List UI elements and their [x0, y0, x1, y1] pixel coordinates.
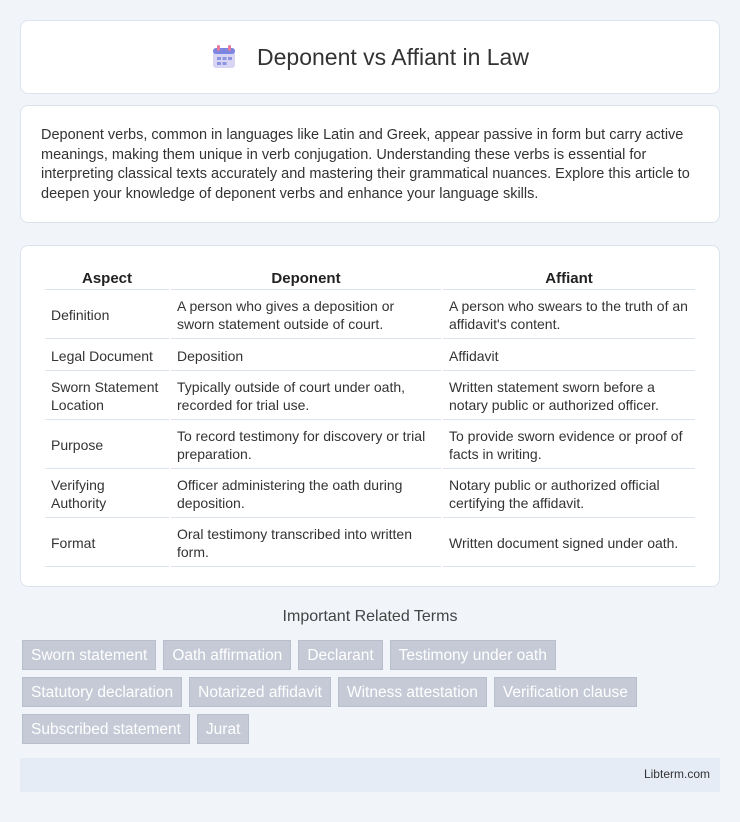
table-cell: A person who gives a deposition or sworn statement outside of court.: [171, 292, 441, 339]
page-title: Deponent vs Affiant in Law: [257, 43, 529, 70]
table-cell: A person who swears to the truth of an affidavit's content.: [443, 292, 695, 339]
footer-site-link[interactable]: Libterm.com: [643, 767, 710, 781]
table-cell: Legal Document: [45, 341, 169, 371]
table-row: [45, 471, 695, 518]
table-cell: Officer administering the oath during deposition.: [171, 471, 441, 518]
table-row: [45, 341, 695, 371]
related-term-tag[interactable]: Declarant: [298, 640, 382, 670]
title-wrap: [211, 44, 529, 71]
column-header: Aspect: [45, 268, 169, 290]
related-term-tag[interactable]: Jurat: [197, 714, 249, 744]
calendar-icon: [211, 44, 237, 70]
table-row: [45, 373, 695, 420]
related-terms-title: Important Related Terms: [282, 608, 458, 625]
footer: [20, 758, 720, 792]
table-cell: Affidavit: [443, 341, 695, 371]
intro-card: [20, 105, 720, 223]
table-cell: Written document signed under oath.: [443, 520, 695, 567]
table-header-row: [45, 268, 695, 290]
related-term-tag[interactable]: Notarized affidavit: [189, 677, 331, 707]
table-cell: Verifying Authority: [45, 471, 169, 518]
intro-text: Deponent verbs, common in languages like Latin and Greek, appear passive in form but carry active meanings, making them unique in verb conjugation. Understanding these verbs is essential for interpreting classical texts accurately and mastering their grammatical nuances. Explore this article to deepen your knowledge of deponent verbs and enhance your language skills.: [41, 127, 690, 202]
related-term-tag[interactable]: Witness attestation: [338, 677, 487, 707]
column-header: Deponent: [171, 268, 441, 290]
table-cell: Sworn Statement Location: [45, 373, 169, 420]
table-cell: Format: [45, 520, 169, 567]
table-cell: Written statement sworn before a notary public or authorized officer.: [443, 373, 695, 420]
table-row: [45, 292, 695, 339]
table-cell: To provide sworn evidence or proof of facts in writing.: [443, 422, 695, 469]
header-card: [20, 20, 720, 94]
comparison-table-card: [20, 245, 720, 587]
related-term-tag[interactable]: Subscribed statement: [22, 714, 190, 744]
table-cell: Purpose: [45, 422, 169, 469]
table-row: [45, 520, 695, 567]
table-cell: To record testimony for discovery or trial preparation.: [171, 422, 441, 469]
table-cell: Definition: [45, 292, 169, 339]
related-term-tag[interactable]: Testimony under oath: [390, 640, 556, 670]
table-cell: Notary public or authorized official certifying the affidavit.: [443, 471, 695, 518]
comparison-table: [43, 266, 697, 569]
related-term-tag[interactable]: Sworn statement: [22, 640, 156, 670]
related-term-tag[interactable]: Statutory declaration: [22, 677, 182, 707]
related-terms-list: [22, 640, 722, 744]
table-cell: Deposition: [171, 341, 441, 371]
related-term-tag[interactable]: Oath affirmation: [163, 640, 291, 670]
related-term-tag[interactable]: Verification clause: [494, 677, 637, 707]
table-row: [45, 422, 695, 469]
column-header: Affiant: [443, 268, 695, 290]
table-cell: Oral testimony transcribed into written form.: [171, 520, 441, 567]
table-cell: Typically outside of court under oath, recorded for trial use.: [171, 373, 441, 420]
